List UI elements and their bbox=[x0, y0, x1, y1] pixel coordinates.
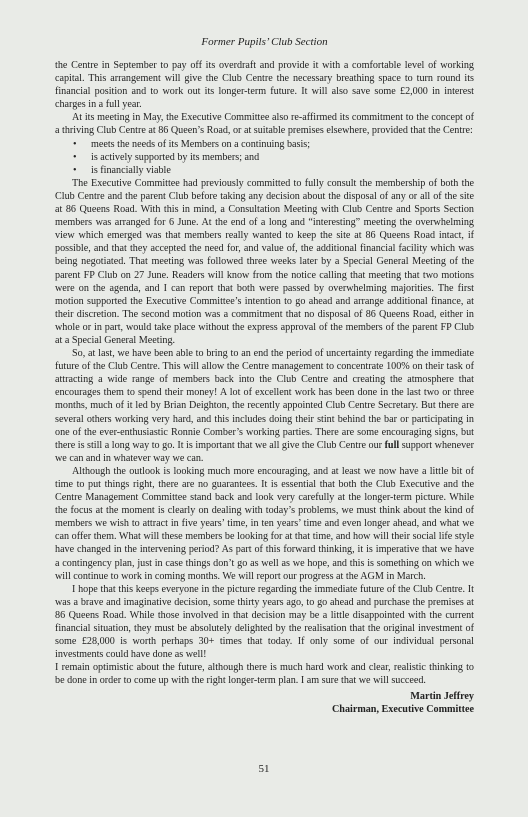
list-item bbox=[73, 164, 474, 177]
conditions-list bbox=[55, 138, 474, 177]
running-header: Former Pupils’ Club Section bbox=[201, 36, 328, 48]
bullet-icon: • bbox=[73, 151, 77, 163]
list-item-text: is financially viable bbox=[91, 164, 171, 176]
paragraph-outlook: Although the outlook is looking much more encouraging, and at least we now have a little bit of time to put things right, there are no guarantees. It is essential that both the Club Executive and the Centre Management Committee stand back and look very carefully at the longer-term picture. While the focus at the moment is clearly on dealing with today’s problems, we must think about the kind of members we wish to attract in five years’ time, in ten years’ time and even longer ahead, and what we can offer them. What will these members be looking for at that time, and how will their social life style have changed in the intervening period? As part of this forward thinking, it is imperative that we have a contingency plan, just in case things don’t go as well as we hope, and this is something on which we will continue to work in coming months. We will report our progress at the AGM in March. bbox=[55, 465, 474, 582]
paragraph-text: So, at last, we have been able to bring to an end the period of uncertainty regarding the immediate future of the Club Centre. This will allow the Centre management to concentrate 100% on their task of attracting a wide range of members back into the Club Centre and creating the atmosphere that encourages them to spend their money! A lot of excellent work has been done in the last two or three months, much of it led by Brian Deighton, the recently appointed Club Centre Secretary. But there are several others working very hard, and this includes doing their stint behind the bar or participating in one of the ever-enthusiastic Ronnie Comber’s working parties. There are some encouraging signs, but there is still a long way to go. It is important that we all give the Club Centre our bbox=[55, 348, 474, 451]
list-item-text: is actively supported by its members; and bbox=[91, 151, 260, 163]
emphasis-full: full bbox=[384, 439, 400, 451]
bullet-icon: • bbox=[73, 164, 77, 176]
list-item-text: meets the needs of its Members on a continuing basis; bbox=[91, 138, 311, 150]
paragraph-text: support whenever we can and in whatever way we can. bbox=[55, 439, 474, 464]
paragraph-uncertainty-ended bbox=[55, 347, 474, 465]
paragraph-optimistic: I remain optimistic about the future, although there is much hard work and clear, realistic thinking to be done in order to come up with the right longer-term plan. I am sure that we will succeed. bbox=[55, 662, 474, 687]
list-item bbox=[73, 151, 474, 164]
paragraph-immediate-future: I hope that this keeps everyone in the picture regarding the immediate future of the Club Centre. It was a brave and imaginative decision, some thirty years ago, to go ahead and purchase the premises at 86 Queens Road. While those involved in that decision may be a little disappointed with the current financial situation, they must be absolutely delighted by the realisation that the original investment of some £28,000 is worth perhaps 30+ times that today. If only some of our individual personal investments could have done as well! bbox=[55, 583, 474, 661]
signature-name: Martin Jeffrey bbox=[410, 690, 474, 702]
list-item bbox=[73, 138, 474, 151]
signature-role: Chairman, Executive Committee bbox=[332, 703, 474, 715]
signature-block bbox=[55, 690, 474, 716]
page-number: 51 bbox=[258, 763, 270, 775]
paragraph-overdraft: the Centre in September to pay off its overdraft and provide it with a comfortable level of working capital. This arrangement will give the Club Centre the necessary breathing space to turn round its financial position and to work out its longer-term future. It will also save some £2,000 in interest charges in a full year. bbox=[55, 60, 474, 111]
paragraph-may-meeting: At its meeting in May, the Executive Committee also re-affirmed its commitment to the concept of a thriving Club Centre at 86 Queen’s Road, or at suitable premises elsewhere, provided that the Centre: bbox=[55, 112, 474, 137]
bullet-icon: • bbox=[73, 138, 77, 150]
paragraph-consultation: The Executive Committee had previously committed to fully consult the membership of both the Club Centre and the parent Club before taking any decision about the disposal of any or all of the site at 86 Queens Road. With this in mind, a Consultation Meeting with Club Centre and Sports Section members was arranged for 6 June. At the end of a long and “interesting” meeting the overwhelming view which emerged was that members really wanted to keep the site at 86 Queens Road intact, if possible, and that they accepted the need for, and value of, the additional financial facility which was being negotiated. That meeting was followed three weeks later by a Special General Meeting of the parent FP Club on 27 June. Readers will know from the notice calling that meeting that two motions were on the agenda, and I can report that both were passed by overwhelming majorities. The first motion supported the Executive Committee’s intention to go ahead and arrange additional finance, at their discretion. The second motion was a commitment that no disposal of 86 Queens Road, either in whole or in part, would take place without the express approval of the members of the parent FP Club at a Special General Meeting. bbox=[55, 177, 474, 346]
